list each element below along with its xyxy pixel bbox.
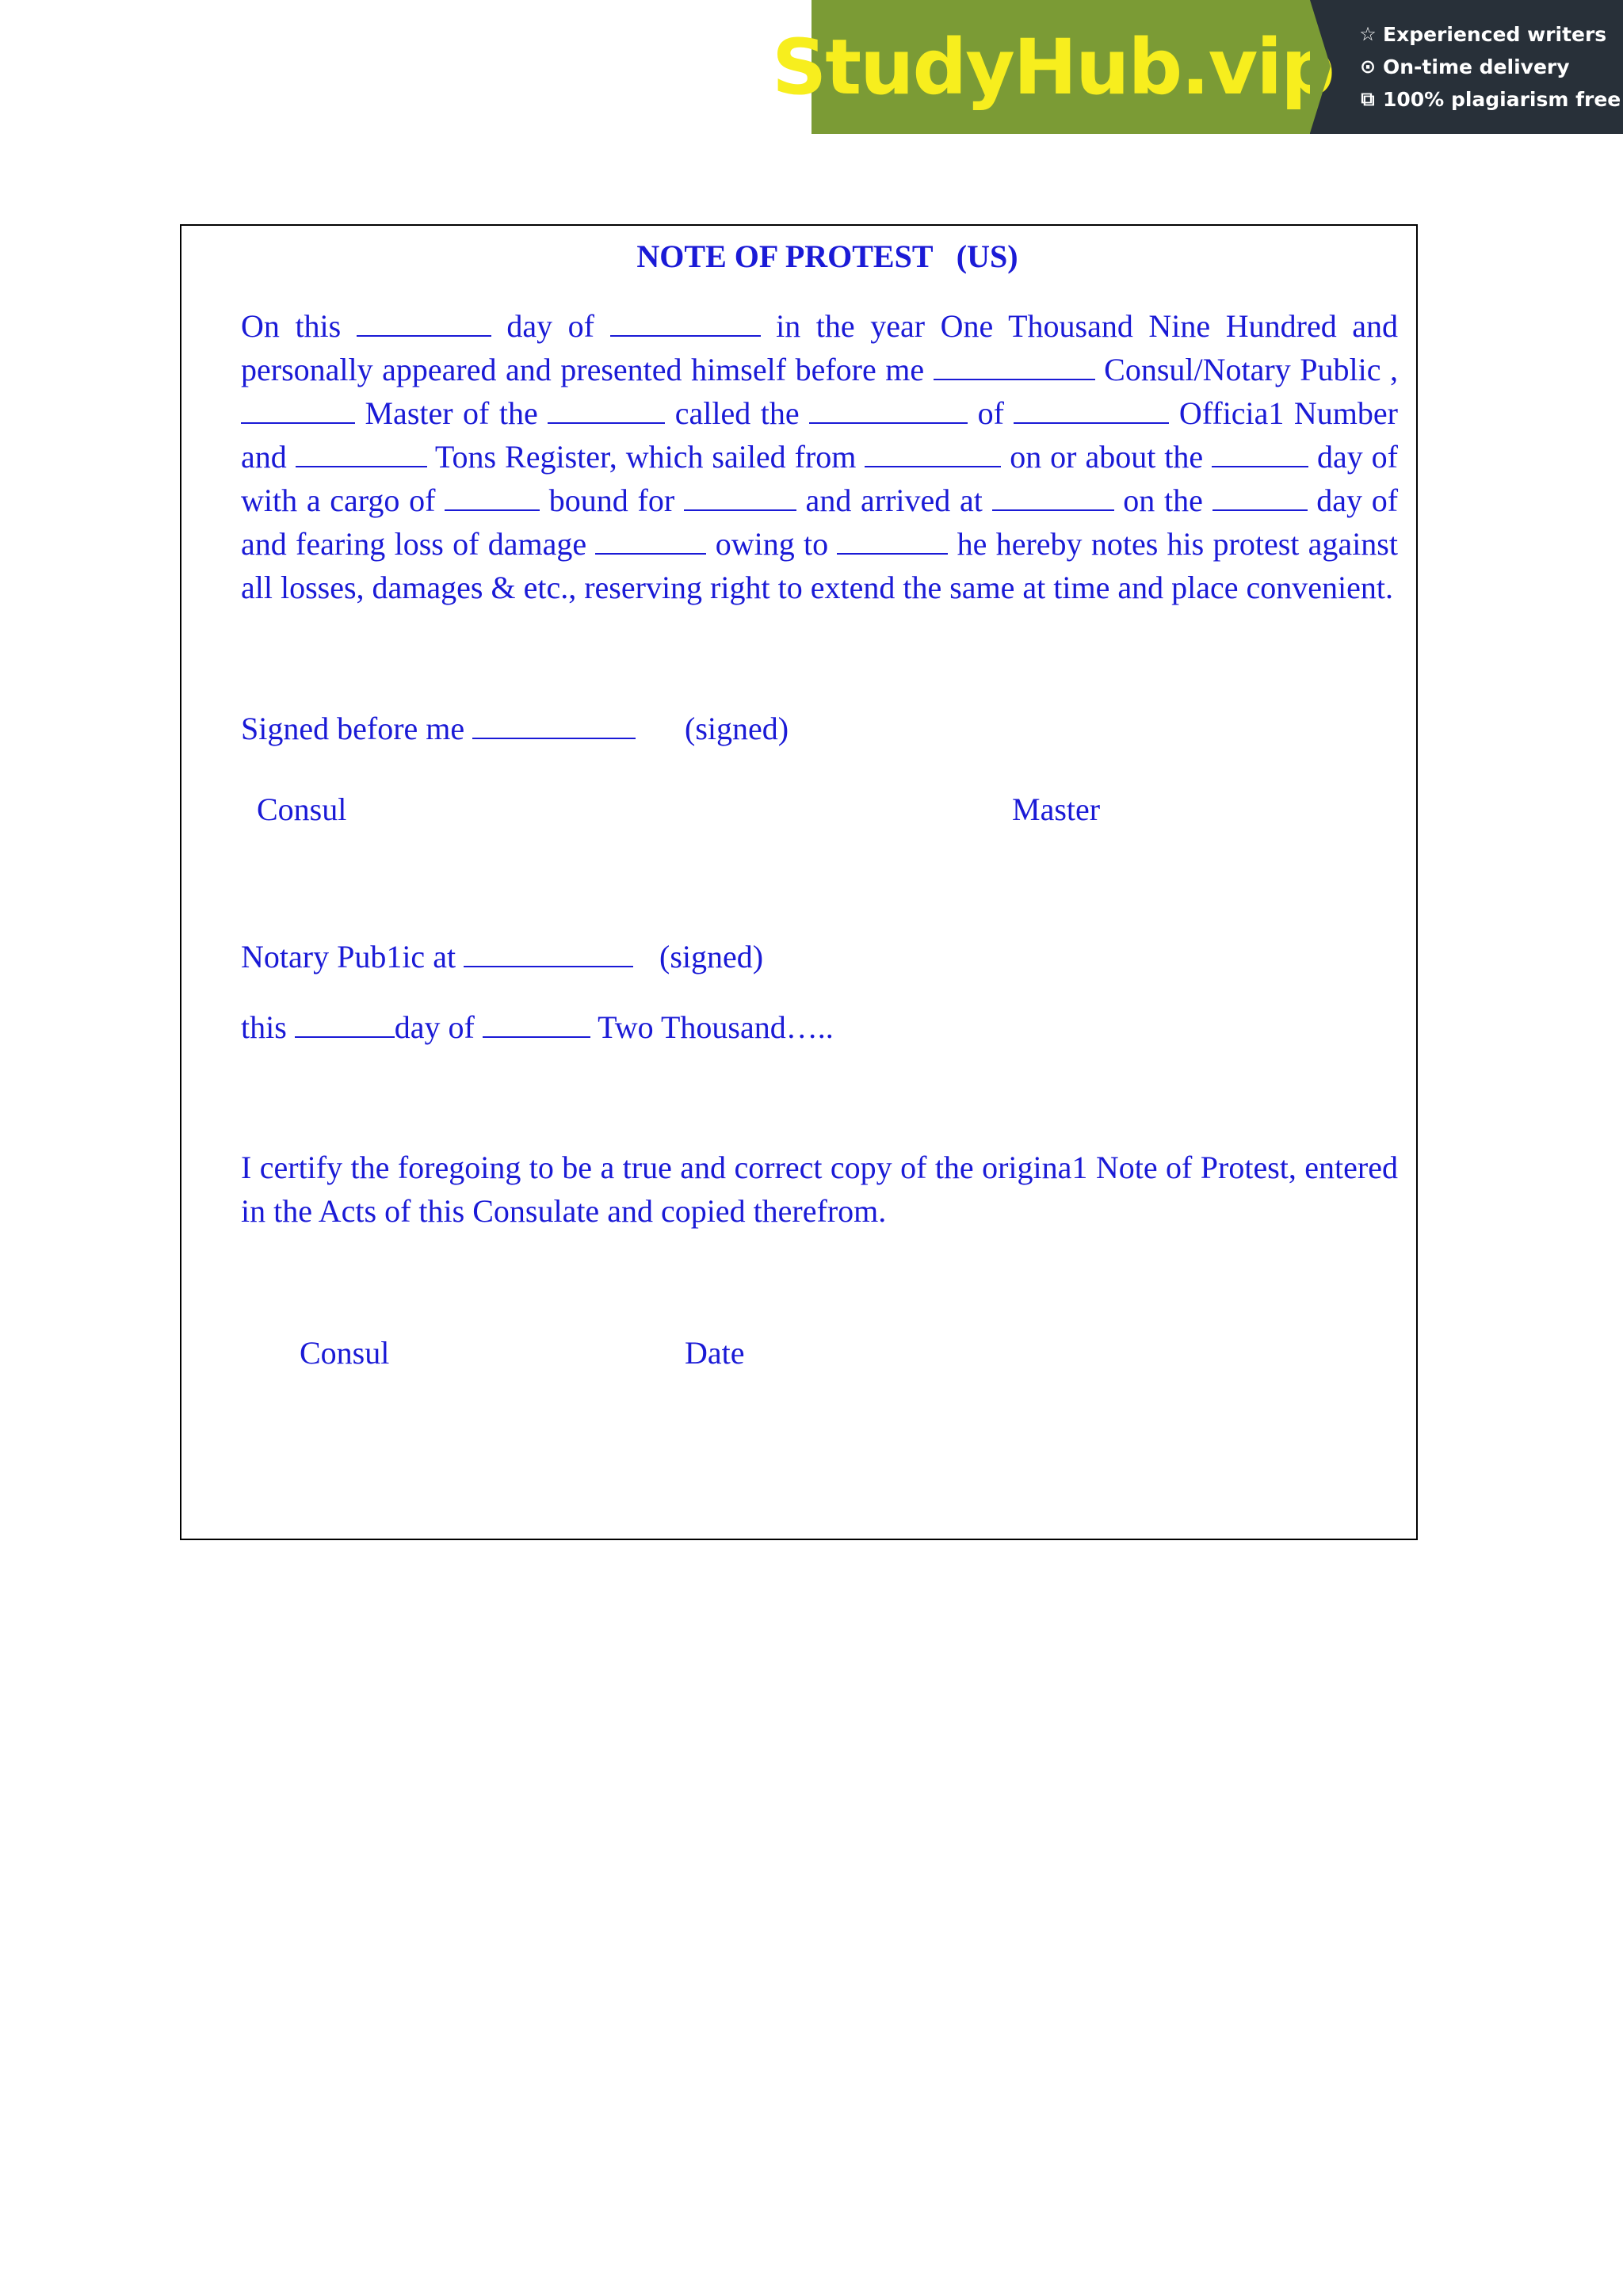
paragraph-text: Officia1 Number and <box>241 395 1398 475</box>
blank-field[interactable] <box>865 442 1001 467</box>
signed-before-line <box>241 707 636 750</box>
notary-line <box>241 935 633 978</box>
notary-label: Notary Pub1ic at <box>241 939 464 974</box>
feature-item <box>1358 55 1623 79</box>
paragraph-text: on the <box>1113 482 1212 518</box>
date-label: Date <box>685 1335 745 1371</box>
certify-paragraph: I certify the foregoing to be a true and correct copy of the origina1 Note of Protest, entered in the Acts of this Consulate and copied therefrom. <box>241 1150 1398 1229</box>
paragraph-text: Consul/Notary Public , <box>1094 352 1399 387</box>
paragraph-text: day of <box>491 308 610 344</box>
copy-icon: ⧉ <box>1361 88 1375 110</box>
feature-label: 100% plagiarism free <box>1383 88 1621 111</box>
paragraph-text: Tons Register, which sailed from <box>426 439 865 475</box>
paragraph-text: bound for <box>540 482 684 518</box>
blank-field[interactable] <box>357 311 491 337</box>
paragraph-text: day of with a cargo of <box>241 439 1398 518</box>
blank-field[interactable] <box>934 355 1095 380</box>
blank-field[interactable] <box>809 399 968 424</box>
document-title: NOTE OF PROTEST (US) <box>636 238 1018 274</box>
paragraph-text: in the year One Thousand Nine Hundred and personally appeared and presented himself before me <box>241 308 1399 387</box>
blank-field[interactable] <box>548 399 665 424</box>
paragraph-text: called the <box>665 395 810 431</box>
protest-paragraph <box>241 304 1398 609</box>
feature-label: Experienced writers <box>1383 23 1607 46</box>
signed-label: (signed) <box>685 711 789 746</box>
paragraph-text: On this <box>241 308 357 344</box>
paragraph-text: he hereby notes his protest against all losses, damages & etc., reserving right to extend the same at time and place convenient. <box>241 526 1398 605</box>
blank-field[interactable] <box>472 714 636 739</box>
blank-field[interactable] <box>464 942 633 967</box>
blank-field[interactable] <box>837 529 948 555</box>
paragraph-text: day of and fearing loss of damage <box>241 482 1399 562</box>
this-day-line <box>241 1005 834 1049</box>
paragraph-text: on or about the <box>1001 439 1212 475</box>
notary-signed-label: (signed) <box>659 939 764 974</box>
blank-field[interactable] <box>1014 399 1169 424</box>
blank-field[interactable] <box>1212 486 1308 511</box>
this-day-text: Two Thousand….. <box>590 1009 834 1045</box>
blank-field[interactable] <box>445 486 540 511</box>
blank-field[interactable] <box>241 399 355 424</box>
ad-banner[interactable] <box>772 0 1623 134</box>
blank-field[interactable] <box>992 486 1114 511</box>
paragraph-text: owing to <box>706 526 838 562</box>
blank-field[interactable] <box>684 486 796 511</box>
blank-field[interactable] <box>610 311 761 337</box>
star-icon: ☆ <box>1359 23 1377 45</box>
this-day-text: this <box>241 1009 295 1045</box>
feature-item <box>1358 22 1623 47</box>
consul-signature-label: Consul <box>300 1335 390 1371</box>
blank-field[interactable] <box>1212 442 1308 467</box>
feature-list <box>1310 0 1623 134</box>
this-day-text: day of <box>394 1009 483 1045</box>
blank-field[interactable] <box>295 1013 395 1038</box>
blank-field[interactable] <box>296 442 427 467</box>
brand-logo: StudyHub.vip <box>772 22 1334 112</box>
consul-label: Consul <box>257 791 347 827</box>
brand-block <box>772 0 1334 134</box>
master-label: Master <box>1012 791 1101 827</box>
paragraph-text: Master of the <box>355 395 548 431</box>
blank-field[interactable] <box>595 529 706 555</box>
paragraph-text: and arrived at <box>796 482 992 518</box>
paragraph-text: of <box>968 395 1014 431</box>
feature-label: On-time delivery <box>1383 55 1570 78</box>
clock-icon: ⊙ <box>1359 55 1377 78</box>
blank-field[interactable] <box>483 1013 590 1038</box>
signed-before-label: Signed before me <box>241 711 473 746</box>
feature-item <box>1358 87 1623 112</box>
